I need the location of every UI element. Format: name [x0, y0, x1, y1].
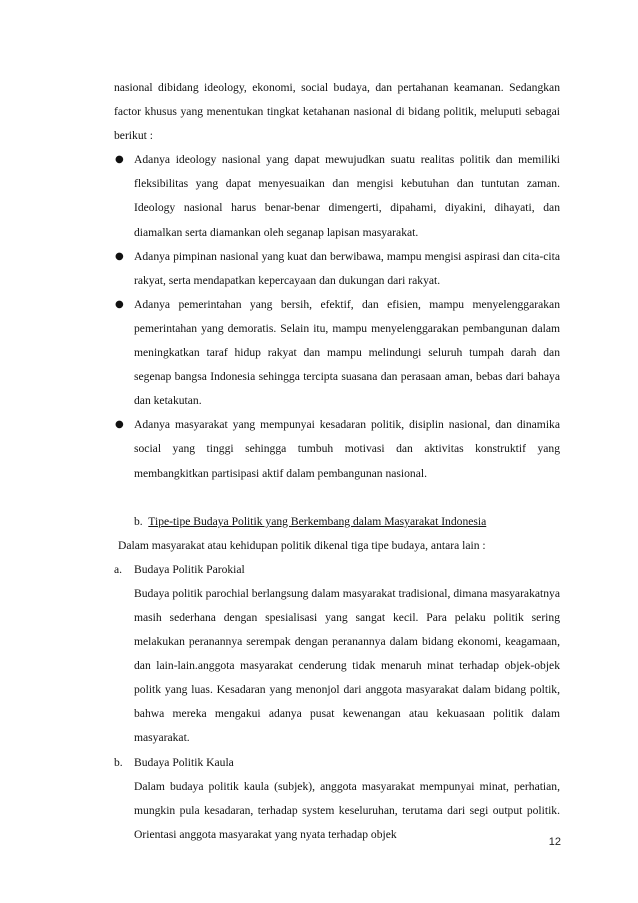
- list-item-text: Adanya pimpinan nasional yang kuat dan berwibawa, mampu mengisi aspirasi dan cita-cita rakyat, serta mendapatkan kepercayaan dan dukungan dari rakyat.: [134, 249, 560, 287]
- type-title: Budaya Politik Parokial: [134, 562, 245, 576]
- bullet-icon: ●: [115, 154, 124, 166]
- type-item: [114, 558, 560, 751]
- culture-types: [114, 558, 560, 847]
- type-marker: a.: [114, 562, 123, 576]
- blank-line: [114, 486, 560, 510]
- list-item: [114, 413, 560, 485]
- list-item-text: Adanya ideology nasional yang dapat mewujudkan suatu realitas politik dan memiliki fleksibilitas yang dapat menyesuaikan dan mengisi kebutuhan dan tuntutan zaman. Ideology nasional harus benar-benar dimengerti, dipahami, diyakini, dihayati, dan diamalkan serta diamankan oleh seganap lapisan masyarakat.: [134, 153, 560, 239]
- bullet-icon: ●: [115, 298, 124, 310]
- bullet-icon: ●: [115, 419, 124, 431]
- factor-list: [114, 148, 560, 485]
- list-item: [114, 245, 560, 293]
- type-item: [114, 751, 560, 847]
- list-item-text: Adanya pemerintahan yang bersih, efektif, dan efisien, mampu menyelenggarakan pemerintahan yang demoratis. Selain itu, mampu menyelenggarakan pembangunan dalam meningkatkan taraf hidup rakyat dan mampu melindungi seluruh tumpah darah dan segenap bangsa Indonesia sehingga tercipta suasana dan perasaan aman, bebas dari bahaya dan ketakutan.: [134, 297, 560, 408]
- document-page: [114, 76, 560, 847]
- section-heading: [114, 510, 560, 534]
- type-marker: b.: [114, 755, 123, 769]
- list-item: [114, 293, 560, 413]
- bullet-icon: ●: [115, 250, 124, 262]
- page-number: 12: [548, 836, 561, 848]
- section-title: Tipe-tipe Budaya Politik yang Berkembang dalam Masyarakat Indonesia: [148, 514, 487, 528]
- list-item-text: Adanya masyarakat yang mempunyai kesadaran politik, disiplin nasional, dan dinamika social yang tinggi sehingga tumbuh motivasi dan aktivitas konstruktif yang membangkitkan partisipasi aktif dalam pembangunan nasional.: [134, 418, 560, 480]
- list-item: [114, 148, 560, 244]
- section-marker: b.: [134, 514, 143, 528]
- type-title: Budaya Politik Kaula: [134, 755, 234, 769]
- type-body: Dalam budaya politik kaula (subjek), anggota masyarakat mempunyai minat, perhatian, mungkin pula kesadaran, terhadap system keseluruhan, terutama dari segi output politik. Orientasi anggota masyarakat yang nyata terhadap objek: [134, 779, 560, 841]
- type-body: Budaya politik parochial berlangsung dalam masyarakat tradisional, dimana masyarakatnya masih sederhana dengan spesialisasi yang sangat kecil. Para pelaku politik sering melakukan peranannya serempak dengan peranannya dalam bidang ekonomi, keagamaan, dan lain-lain.anggota masyarakat cenderung tidak menaruh minat terhadap objek-objek politk yang luas. Kesadaran yang menonjol dari anggota masyarakat dalam bidang poltik, bahwa mereka mengakui adanya pusat kewenangan atau kekuasaan politik dalam masyarakat.: [134, 586, 560, 745]
- type-heading: [114, 751, 560, 775]
- section-intro: Dalam masyarakat atau kehidupan politik dikenal tiga tipe budaya, antara lain :: [118, 538, 486, 552]
- type-heading: [114, 558, 560, 582]
- intro-paragraph: nasional dibidang ideology, ekonomi, social budaya, dan pertahanan keamanan. Sedangkan factor khusus yang menentukan tingkat ketahanan nasional di bidang politik, meluputi sebagai berikut :: [114, 81, 560, 143]
